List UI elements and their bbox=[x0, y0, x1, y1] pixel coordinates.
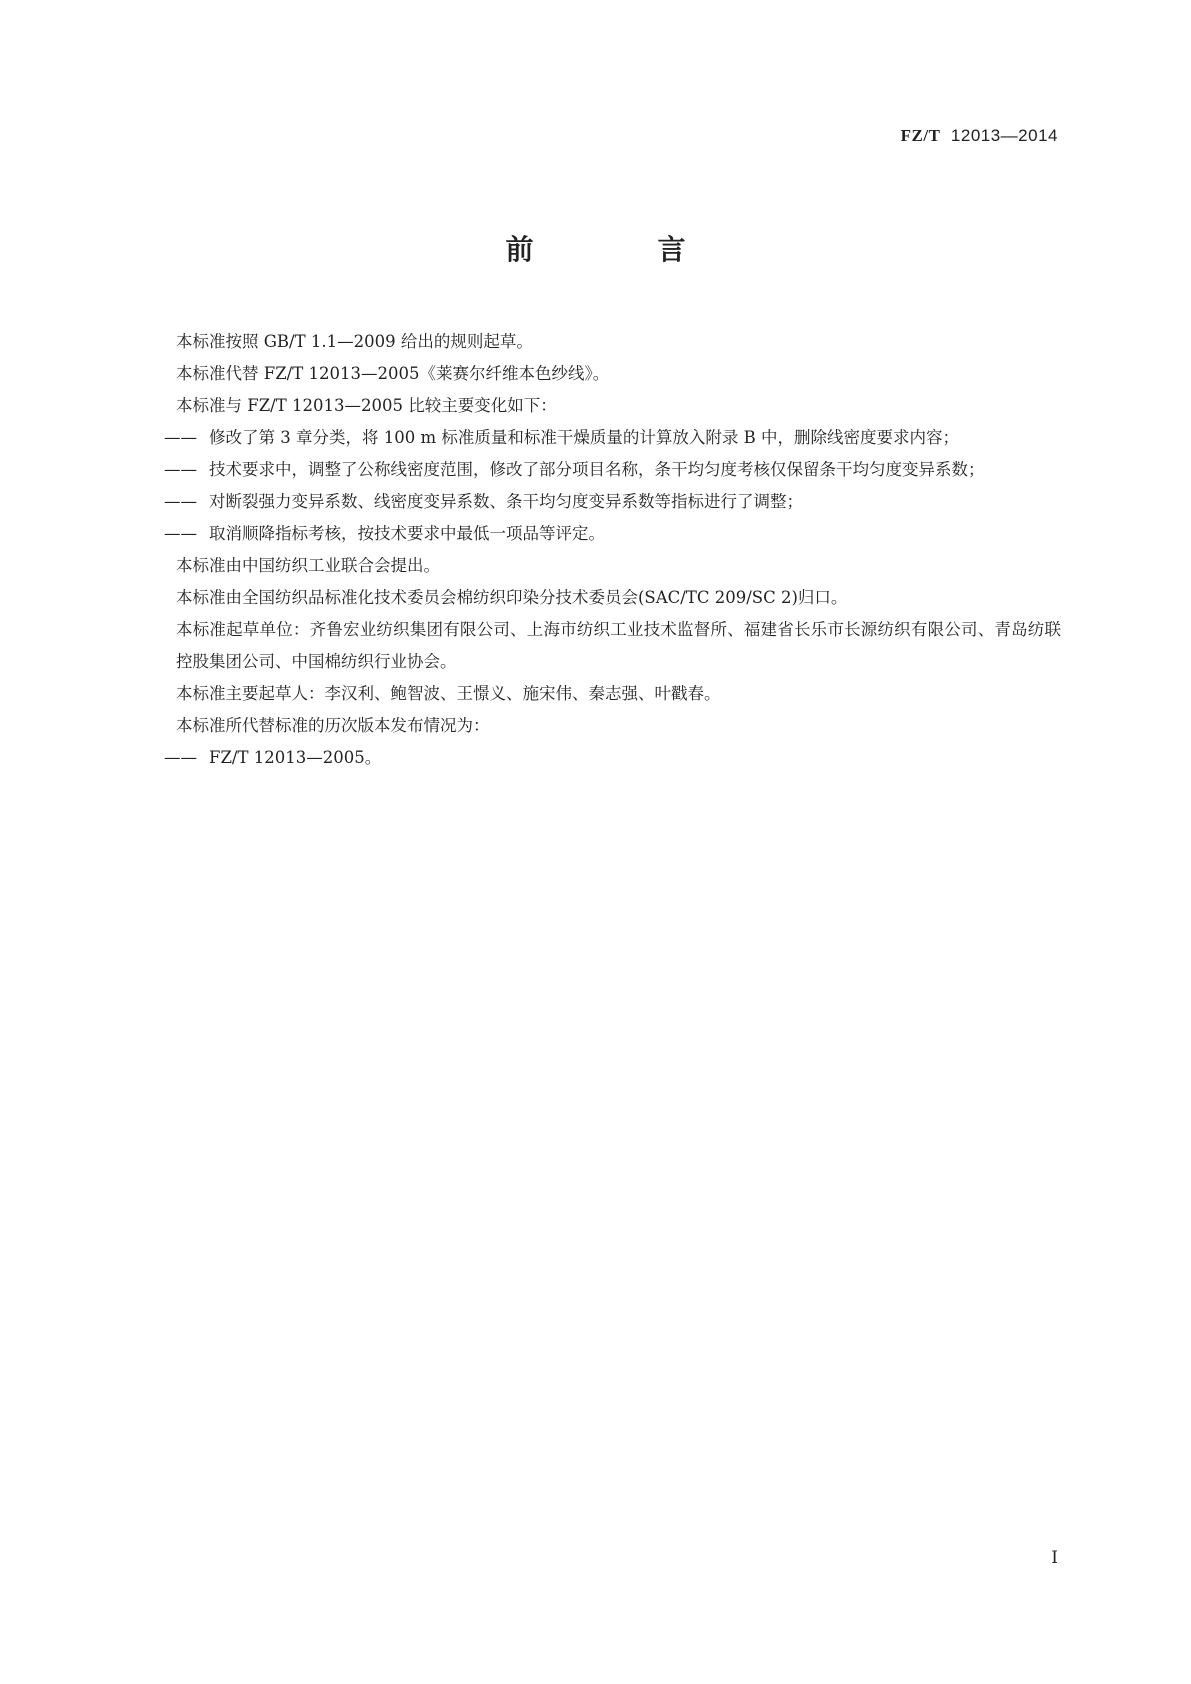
paragraph-drafting-units: 本标准起草单位：齐鲁宏业纺织集团有限公司、上海市纺织工业技术监督所、福建省长乐市长源纺织有限公司、青岛纺联控股集团公司、中国棉纺织行业协会。 bbox=[176, 620, 1061, 671]
dash-marker: —— bbox=[164, 492, 197, 511]
list-item-change-3 bbox=[164, 486, 1061, 518]
dash-marker: —— bbox=[164, 460, 197, 479]
paragraph-changes-intro: 本标准与 FZ/T 12013—2005 比较主要变化如下： bbox=[176, 396, 557, 415]
page-number: I bbox=[1051, 1548, 1058, 1568]
dash-marker: —— bbox=[164, 428, 197, 447]
list-item-change-2 bbox=[164, 454, 1061, 486]
paragraph-drafting-rules: 本标准按照 GB/T 1.1—2009 给出的规则起草。 bbox=[176, 332, 533, 351]
preface-body bbox=[164, 326, 1061, 774]
standard-code bbox=[901, 126, 1058, 146]
paragraph-replaces: 本标准代替 FZ/T 12013—2005《莱赛尔纤维本色纱线》。 bbox=[176, 364, 610, 383]
dash-marker: —— bbox=[164, 524, 197, 543]
dash-marker: —— bbox=[164, 748, 197, 767]
list-item-history-1 bbox=[164, 742, 1061, 774]
page-title: 前 言 bbox=[505, 233, 734, 266]
list-item-text: 取消顺降指标考核，按技术要求中最低一项品等评定。 bbox=[209, 524, 605, 543]
list-item-text: 对断裂强力变异系数、线密度变异系数、条干均匀度变异系数等指标进行了调整； bbox=[209, 492, 803, 511]
paragraph-centralized-by: 本标准由全国纺织品标准化技术委员会棉纺织印染分技术委员会(SAC/TC 209/SC 2)归口。 bbox=[176, 588, 848, 607]
standard-number: 12013—2014 bbox=[950, 126, 1058, 145]
standard-prefix: FZ/T bbox=[900, 126, 941, 145]
paragraph-drafters: 本标准主要起草人：李汉利、鲍智波、王憬义、施宋伟、秦志强、叶戳春。 bbox=[176, 684, 721, 703]
list-item-text: 修改了第 3 章分类，将 100 m 标准质量和标准干燥质量的计算放入附录 B 中，删除线密度要求内容； bbox=[209, 428, 959, 447]
list-item-change-4 bbox=[164, 518, 1061, 550]
list-item-change-1 bbox=[164, 422, 1061, 454]
list-item-text: 技术要求中，调整了公称线密度范围，修改了部分项目名称，条干均匀度考核仅保留条干均匀度变异系数； bbox=[209, 460, 985, 479]
paragraph-history-intro: 本标准所代替标准的历次版本发布情况为： bbox=[176, 716, 490, 735]
paragraph-proposed-by: 本标准由中国纺织工业联合会提出。 bbox=[176, 556, 440, 575]
list-item-text: FZ/T 12013—2005。 bbox=[209, 748, 382, 767]
